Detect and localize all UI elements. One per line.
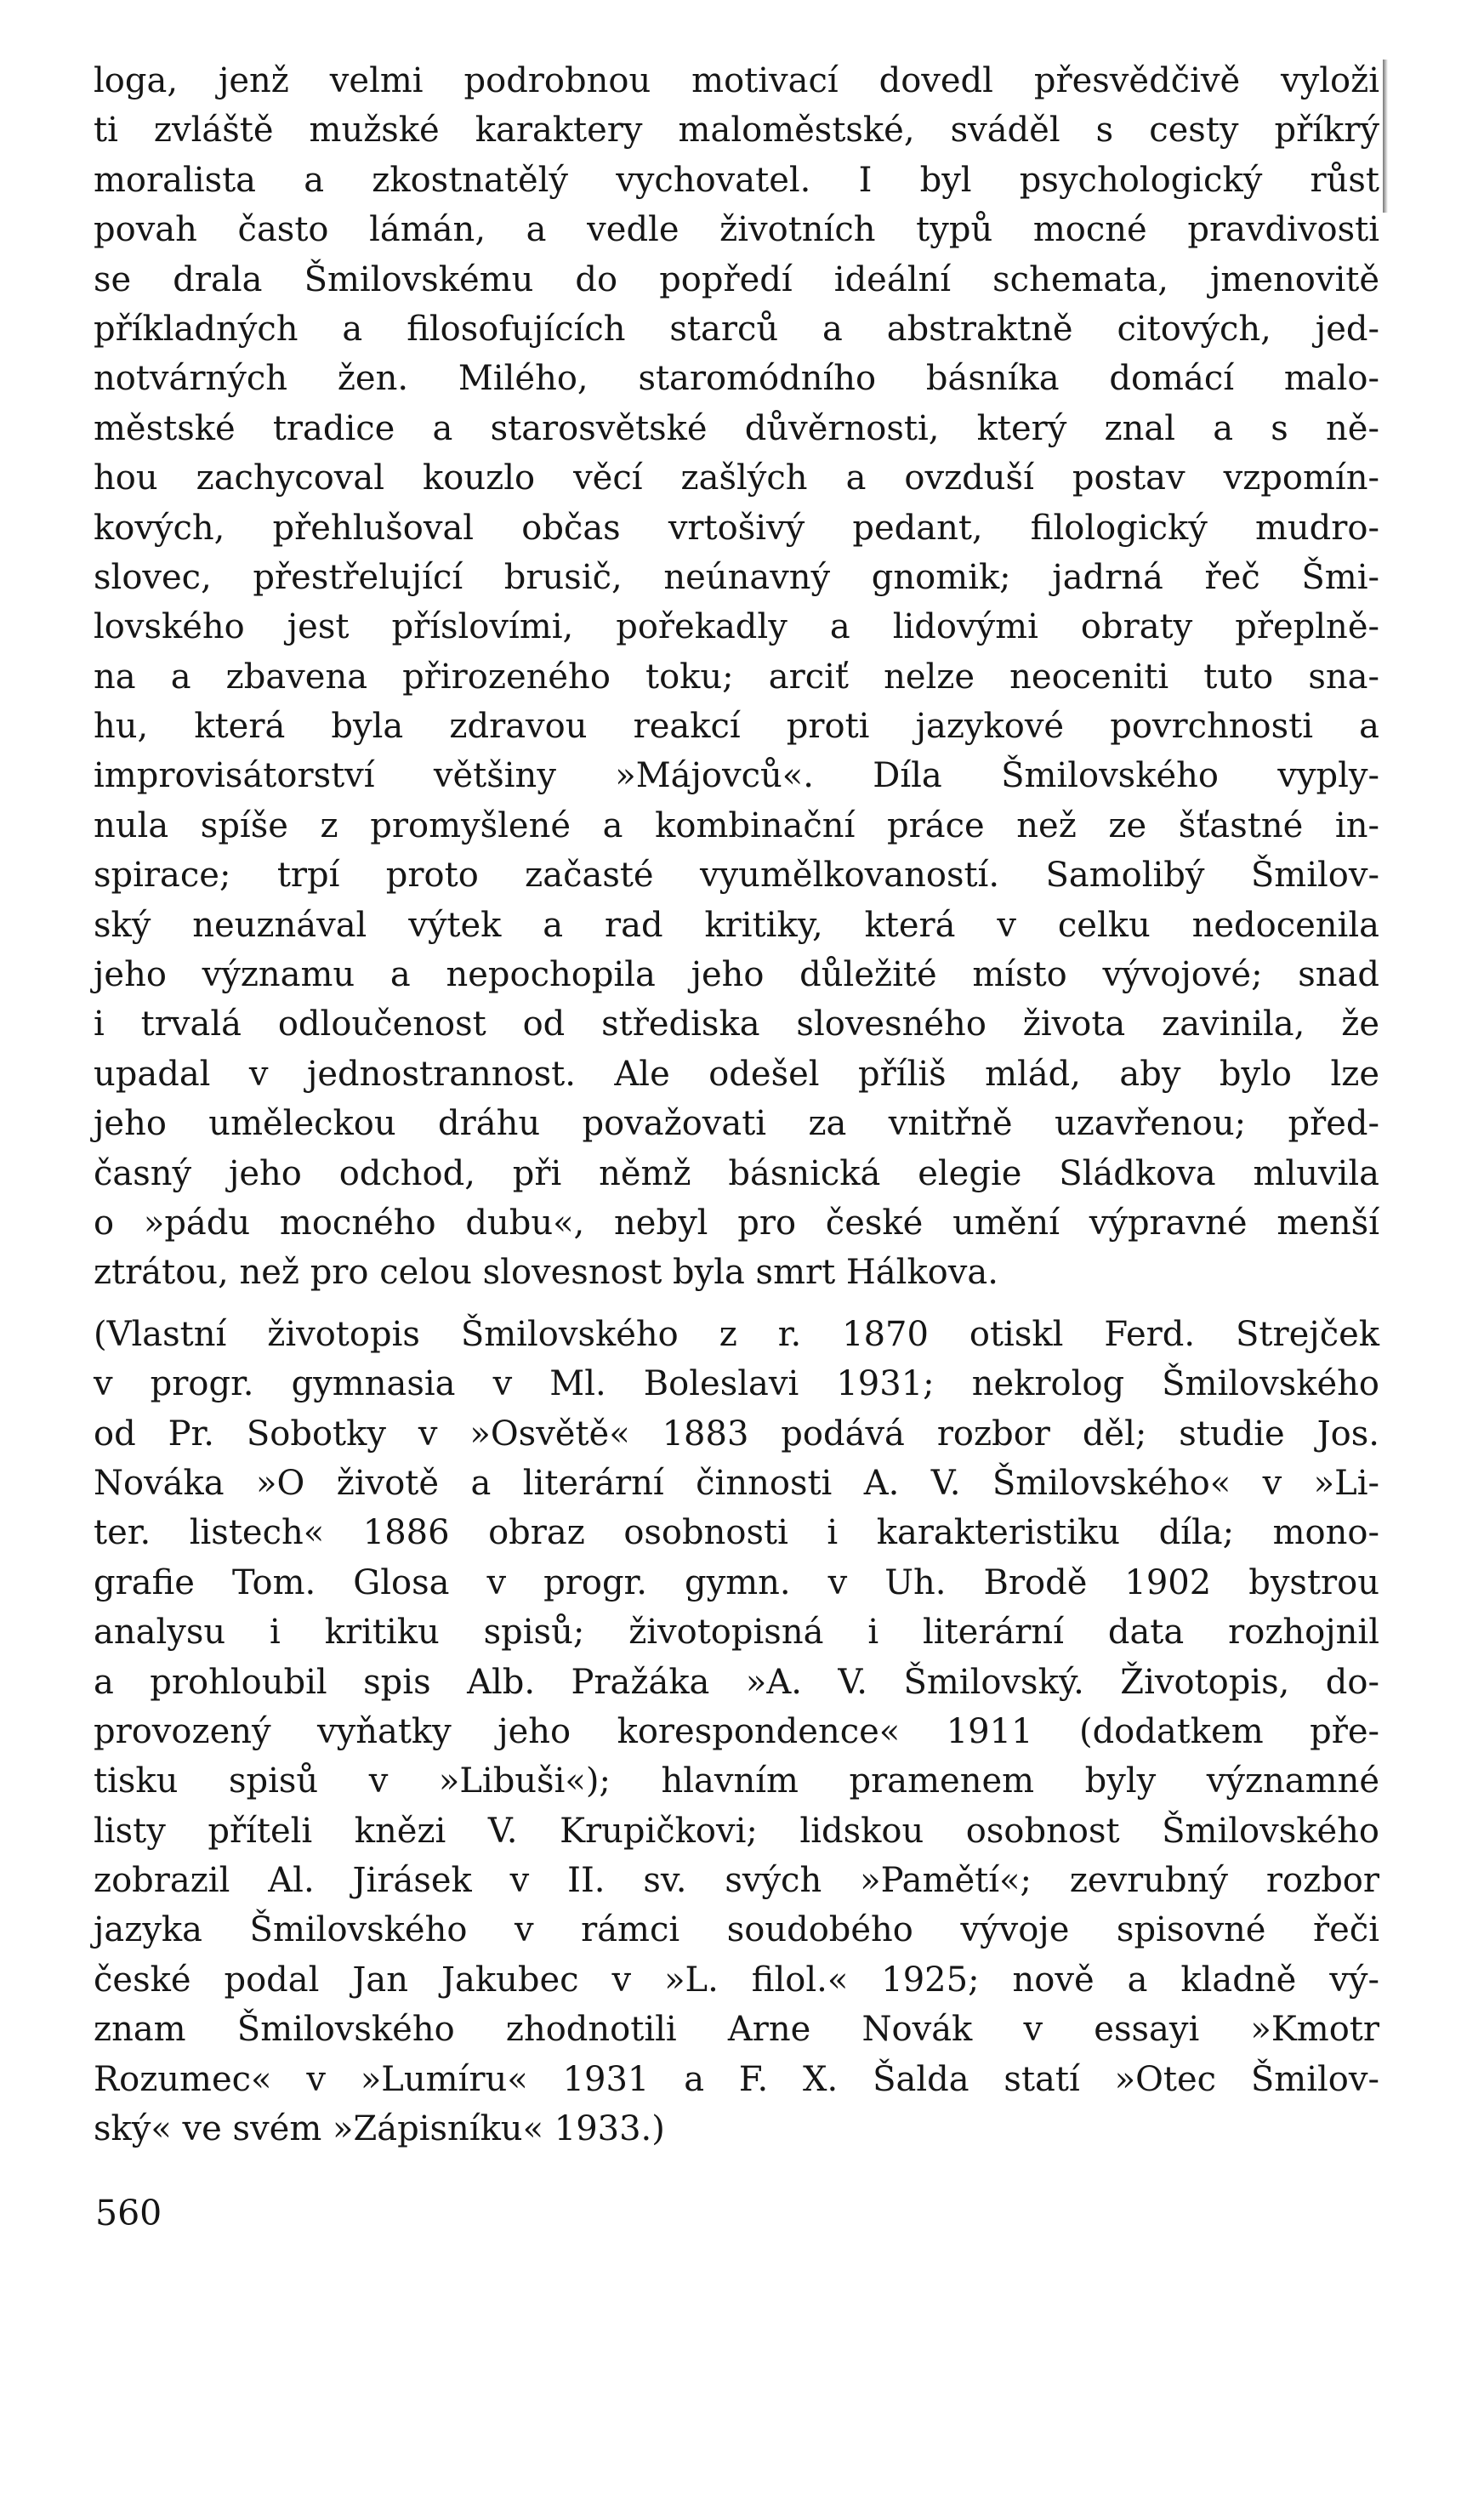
page-body [94,56,1379,2154]
text-line: o »pádu mocného dubu«, nebyl pro české umění výpravné menší [94,1203,1379,1243]
text-line: nula spíše z promyšlené a kombinační práce než ze šťastné in- [94,805,1379,845]
text-line: kových, přehlušoval občas vrtošivý pedant, filologický mudro- [94,508,1379,548]
text-line: analysu i kritiku spisů; životopisná i literární data rozhojnil [94,1613,1379,1653]
text-line: ský neuznával výtek a rad kritiky, která v celku nedocenila [94,905,1379,945]
text-line: hu, která byla zdravou reakcí proti jazykové povrchnosti a [94,707,1379,747]
text-line: na a zbavena přirozeného toku; arciť nelze neoceniti tuto sna- [94,657,1379,697]
text-line: znam Šmilovského zhodnotili Arne Novák v essayi »Kmotr [94,2010,1379,2050]
text-line: příkladných a filosofujících starců a abstraktně citových, jed- [94,309,1379,349]
text-line: slovec, přestřelující brusič, neúnavný gnomik; jadrná řeč Šmi- [94,557,1379,597]
page-number: 560 [95,2193,162,2233]
paragraph-references [94,1310,1379,2154]
text-line: od Pr. Sobotky v »Osvětě« 1883 podává rozbor děl; studie Jos. [94,1414,1379,1454]
text-line: spirace; trpí proto začasté vyumělkovaností. Samolibý Šmilov- [94,856,1379,896]
text-line: upadal v jednostrannost. Ale odešel příliš mlád, aby bylo lze [94,1054,1379,1094]
text-line: se drala Šmilovskému do popředí ideální schemata, jmenovitě [94,259,1379,299]
text-line: notvárných žen. Milého, staromódního básníka domácí malo- [94,359,1379,399]
text-line: ti zvláště mužské karaktery maloměstské, sváděl s cesty příkrý [94,111,1379,151]
text-line: zobrazil Al. Jirásek v II. sv. svých »Pamětí«; zevrubný rozbor [94,1861,1379,1901]
text-line: (Vlastní životopis Šmilovského z r. 1870 otiskl Ferd. Strejček [94,1314,1379,1354]
text-line: a prohloubil spis Alb. Pražáka »A. V. Šmilovský. Životopis, do- [94,1662,1379,1702]
paragraph-gap [94,1298,1379,1310]
text-line: Rozumec« v »Lumíru« 1931 a F. X. Šalda statí »Otec Šmilov- [94,2059,1379,2099]
text-line: tisku spisů v »Libuši«); hlavním pramenem byly významné [94,1761,1379,1801]
text-line: ský« ve svém »Zápisníku« 1933.) [94,2109,665,2149]
text-line: časný jeho odchod, při němž básnická elegie Sládkova mluvila [94,1153,1379,1193]
text-line: české podal Jan Jakubec v »L. filol.« 1925; nově a kladně vý- [94,1960,1379,2000]
page-edge-shadow [1383,60,1388,213]
text-line: lovského jest příslovími, pořekadly a lidovými obraty přeplně- [94,607,1379,647]
text-line: provozený vyňatky jeho korespondence« 1911 (dodatkem pře- [94,1711,1379,1751]
text-line: listy příteli knězi V. Krupičkovi; lidskou osobnost Šmilovského [94,1811,1379,1851]
text-line: moralista a zkostnatělý vychovatel. I byl psychologický růst [94,160,1379,200]
text-line: městské tradice a starosvětské důvěrnosti, který znal a s ně- [94,408,1379,448]
text-line: improvisátorství většiny »Májovců«. Díla Šmilovského vyply- [94,756,1379,796]
text-line: jeho významu a nepochopila jeho důležité místo vývojové; snad [94,955,1379,995]
text-line: jazyka Šmilovského v rámci soudobého vývoje spisovné řeči [94,1910,1379,1950]
text-line: jeho uměleckou dráhu považovati za vnitřně uzavřenou; před- [94,1104,1379,1144]
text-line: grafie Tom. Glosa v progr. gymn. v Uh. Brodě 1902 bystrou [94,1562,1379,1602]
text-line: ztrátou, než pro celou slovesnost byla smrt Hálkova. [94,1253,998,1293]
text-line: i trvalá odloučenost od střediska slovesného života zavinila, že [94,1004,1379,1044]
text-line: loga, jenž velmi podrobnou motivací dovedl přesvědčivě vyloži [94,61,1379,100]
text-line: ter. listech« 1886 obraz osobnosti i karakteristiku díla; mono- [94,1513,1379,1553]
text-line: hou zachycoval kouzlo věcí zašlých a ovzduší postav vzpomín- [94,458,1379,498]
paragraph-main [94,56,1379,1298]
text-line: v progr. gymnasia v Ml. Boleslavi 1931; nekrolog Šmilovského [94,1364,1379,1404]
text-line: povah často lámán, a vedle životních typů mocné pravdivosti [94,210,1379,250]
text-line: Nováka »O životě a literární činnosti A. V. Šmilovského« v »Li- [94,1463,1379,1503]
